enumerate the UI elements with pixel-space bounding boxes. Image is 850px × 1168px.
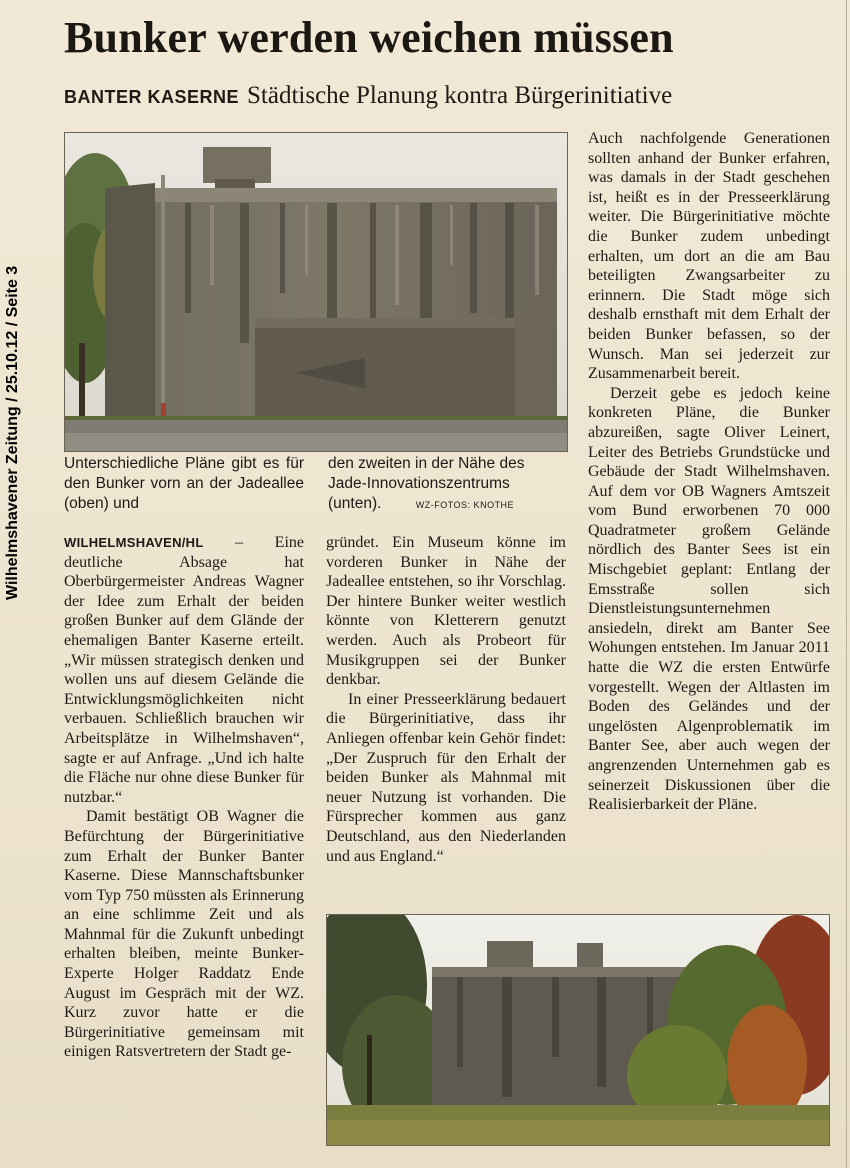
photo-rear-bunker	[326, 914, 830, 1146]
article-column-3	[588, 129, 830, 815]
subheadline-text: Städtische Planung kontra Bürgerinitiative	[247, 82, 673, 109]
paragraph: Auch nachfolgende Generationen sollten anhand der Bunker erfahren, was damals in der Stadt geschehen ist, heißt es in der Presseerklärung weiter. Die Bürgerinitiative möchte die Bunker zudem unbedingt erhalten, um dort an die am Bau beteiligten Zwangsarbeiter zu erinnern. Die Stadt möge sich deshalb ernsthaft mit dem Erhalt der beiden Bunker befassen, so der Wunsch. Man sei jederzeit zur Zusammenarbeit bereit.	[588, 130, 830, 383]
paragraph	[64, 533, 304, 807]
source-label-text: Wilhelmshavener Zeitung / 25.10.12 / Seite 3	[4, 265, 21, 600]
caption-left: Unterschiedliche Pläne gibt es für den Bunker vorn an der Jadeallee (oben) und	[64, 455, 304, 512]
caption-right-text: den zweiten in der Nähe des Jade-Innovationszentrums (unten).	[328, 455, 525, 512]
paragraph: Damit bestätigt OB Wagner die Befürchtung der Bürgerinitiative zum Erhalt der Bunker Banter Kaserne. Diese Mannschaftsbunker vom Typ 750 müssten als Erinnerung an eine schlimme Zeit und als Mahnmal für die Zukunft unbedingt erhalten bleiben, meinte Bunker-Experte Holger Raddatz Ende August im Gespräch mit der WZ. Kurz zuvor hatte er die Bürgerinitiative gemeinsam mit einigen Ratsvertretern der Stadt ge-	[64, 808, 304, 1061]
bunker-photo-2	[327, 915, 829, 1145]
caption-right	[328, 454, 566, 515]
subheadline	[64, 80, 824, 113]
dateline: WILHELMSHAVEN/HL	[64, 535, 204, 550]
paragraph: gründet. Ein Museum könne im vorderen Bunker in Nähe der Jadeallee entstehen, so ihr Vorschlag. Der hintere Bunker weiter westlich könnte von Kletterern genutzt werden. Auch als Probeort für Musikgruppen sei der Bunker denkbar.	[326, 534, 566, 689]
paragraph: Derzeit gebe es jedoch keine konkreten Pläne, die Bunker abzureißen, sagte Oliver Leinert, Leiter des Betriebs Grundstücke und Gebäude der Stadt Wilhelmshaven. Auf dem vor OB Wagners Amtszeit vom Bund erworbenen 70 000 Quadratmeter großem Gelände nördlich des Banter Sees ist ein Mischgebiet geplant: Entlang der Emsstraße sollen sich Dienstleistungsunternehmen ansiedeln, direkt am Banter See Wohungen entstehen. Im Januar 2011 hatte die WZ die ersten Entwürfe vorgestellt. Wegen der Altlasten im Boden des Geländes und der ungelösten Algenproblematik im Banter See, aber auch wegen der angrenzenden Unternehmen gab es seinerzeit Diskussionen über die Realisierbarkeit der Pläne.	[588, 384, 830, 814]
headline: Bunker werden weichen müssen	[64, 13, 674, 62]
photo-front-bunker	[64, 132, 568, 452]
article-column-2	[326, 533, 566, 866]
photo-credit: WZ-FOTOS: KNOTHE	[415, 500, 515, 510]
paragraph: In einer Presseerklärung bedauert die Bürgerinitiative, dass ihr Anliegen offenbar kein Gehör findet: „Der Zuspruch für den Erhalt der beiden Bunker als Mahnmal mit neuer Nutzung ist vorhanden. Die Fürsprecher kommen aus ganz Deutschland, aus den Niederlanden und aus England.“	[326, 690, 566, 865]
page-edge	[846, 0, 847, 1168]
bunker-photo-1	[65, 133, 567, 451]
kicker: BANTER KASERNE	[64, 87, 240, 107]
article-column-1	[64, 533, 304, 1062]
paragraph-text: – Eine deutliche Absage hat Oberbürgermeister Andreas Wagner der Idee zum Erhalt der beiden großen Bunker auf dem Glände der ehemaligen Banter Kaserne erteilt. „Wir müssen strategisch denken und wollen uns auf diesem Gelände die Entwicklungsmöglichkeiten nicht verbauen. Schließlich brauchen wir Arbeitsplätze in Wilhelmshaven“, sagte er auf Anfrage. „Und ich halte die Fläche nur ohne diese Bunker für nutzbar.“	[64, 534, 304, 806]
